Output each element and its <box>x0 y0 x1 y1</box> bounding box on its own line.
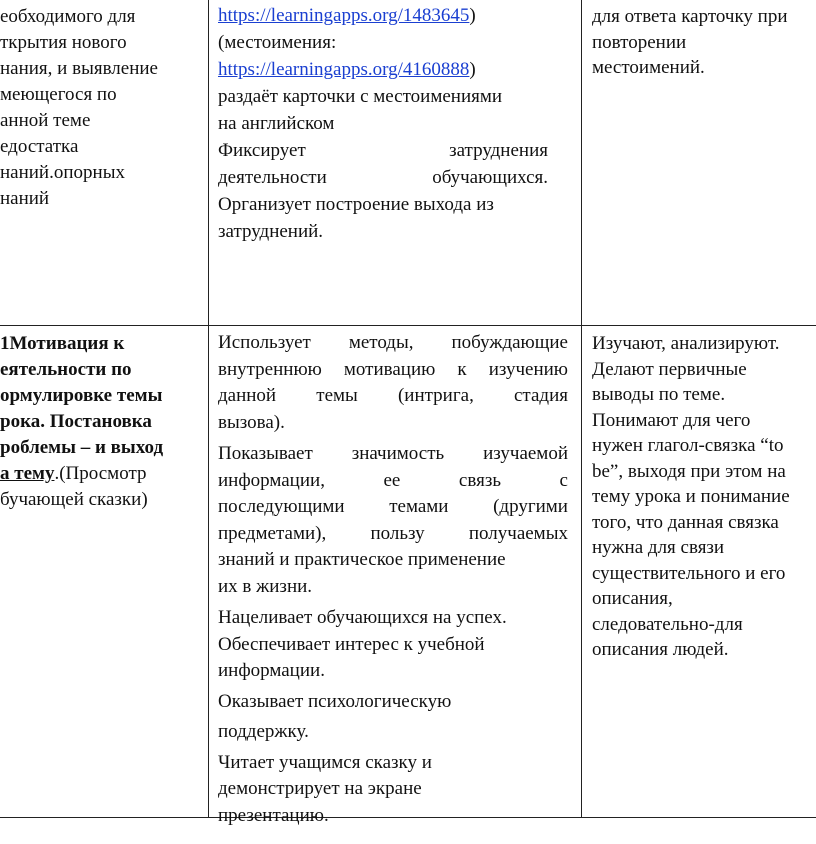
student-text-line: нужна для связи <box>592 537 725 558</box>
stage-text-line: анной теме <box>0 110 91 131</box>
student-text-line: местоимений. <box>592 57 705 78</box>
teacher-text-line: данной темы (интрига, стадия <box>218 385 568 406</box>
student-text-line: выводы по теме. <box>592 384 726 405</box>
teacher-text-line: затруднений. <box>218 221 324 242</box>
column-divider <box>208 0 209 818</box>
stage-title-line: ормулировке темы <box>0 385 163 406</box>
stage-text-line: меющегося по <box>0 84 117 105</box>
stage-title-line: роблемы – и выход <box>0 437 164 458</box>
learningapps-link[interactable]: https://learningapps.org/1483645 <box>218 5 470 26</box>
row-divider <box>0 325 816 326</box>
student-text-line: be”, выходя при этом на <box>592 460 786 482</box>
teacher-text-line: деятельности обучающихся. <box>218 167 548 188</box>
student-text-line: следовательно-для <box>592 613 743 635</box>
stage-text-line: еобходимого для <box>0 6 136 27</box>
student-text-line: существительного и его <box>592 562 786 584</box>
teacher-text-line: поддержку. <box>218 721 309 742</box>
teacher-text-line: последующими темами (другими <box>218 496 568 517</box>
column-divider <box>581 0 582 818</box>
student-text-line: для ответа карточку при <box>592 6 788 27</box>
teacher-text-line: Фиксирует затруднения <box>218 140 548 161</box>
teacher-text-line: Читает учащимся сказку и <box>218 751 432 773</box>
teacher-text-line: информации. <box>218 660 325 681</box>
teacher-text-line: Использует методы, побуждающие <box>218 332 568 353</box>
teacher-text-line: на английском <box>218 113 335 134</box>
student-text-line: описания, <box>592 588 673 609</box>
row1-student-cell <box>592 4 816 81</box>
student-text-line: описания людей. <box>592 639 729 660</box>
stage-title-line: еятельности по <box>0 359 132 380</box>
teacher-text-line: их в жизни. <box>218 575 313 597</box>
teacher-text-line: раздаёт карточки с местоимениями <box>218 86 503 107</box>
teacher-text-line: презентацию. <box>218 804 329 826</box>
row2-teacher-cell <box>218 330 568 829</box>
teacher-text-line: предметами), пользу получаемых <box>218 522 568 544</box>
student-text-line: Делают первичные <box>592 358 747 380</box>
teacher-text-line: Оказывает психологическую <box>218 690 452 712</box>
stage-text-line: едостатка <box>0 136 79 157</box>
student-text-line: Понимают для чего <box>592 409 751 431</box>
teacher-text-line: демонстрирует на экране <box>218 778 422 799</box>
learningapps-link[interactable]: https://learningapps.org/4160888 <box>218 59 470 80</box>
stage-text-line: нания, и выявление <box>0 58 158 79</box>
student-text-line: того, что данная связка <box>592 511 779 533</box>
row1-teacher-cell <box>218 2 548 245</box>
student-text-line: нужен глагол-связка “to <box>592 435 784 456</box>
teacher-text-line: вызова). <box>218 411 285 433</box>
stage-title-line: а тему.(Просмотр <box>0 463 147 484</box>
stage-title-line: 1Мотивация к <box>0 333 125 354</box>
stage-text-line: ткрытия нового <box>0 32 127 53</box>
stage-text-line: наний.опорных <box>0 162 125 183</box>
student-text-line: Изучают, анализируют. <box>592 333 780 354</box>
student-text-line: повторении <box>592 31 687 53</box>
row1-stage-cell <box>0 4 206 212</box>
student-text-line: тему урока и понимание <box>592 486 790 507</box>
teacher-text-line: знаний и практическое применение <box>218 549 506 570</box>
stage-title-line: рока. Постановка <box>0 411 152 432</box>
stage-text-line: бучающей сказки) <box>0 489 148 510</box>
teacher-text-line: https://learningapps.org/1483645) <box>218 5 476 26</box>
teacher-text-line: Организует построение выхода из <box>218 194 494 215</box>
teacher-text-line: https://learningapps.org/4160888) <box>218 59 476 80</box>
teacher-text-line: (местоимения: <box>218 32 337 53</box>
teacher-text-line: Показывает значимость изучаемой <box>218 443 568 464</box>
row2-student-cell <box>592 331 816 663</box>
teacher-text-line: внутреннюю мотивацию к изучению <box>218 358 568 380</box>
stage-text-line: наний <box>0 188 50 209</box>
teacher-text-line: Нацеливает обучающихся на успех. <box>218 607 507 628</box>
teacher-text-line: Обеспечивает интерес к учебной <box>218 633 485 655</box>
row2-stage-cell <box>0 331 206 513</box>
teacher-text-line: информации, ее связь с <box>218 469 568 491</box>
